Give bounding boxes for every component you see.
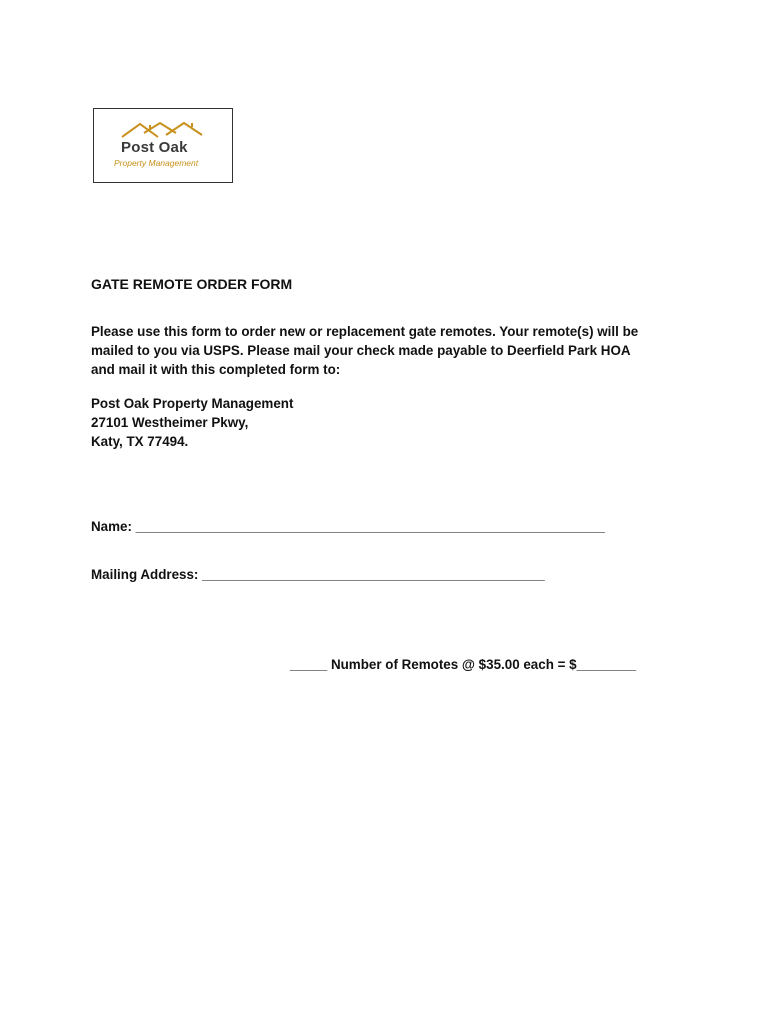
company-logo	[93, 108, 233, 183]
mailing-address-block	[91, 394, 293, 451]
logo-subtitle: Property Management	[114, 158, 199, 168]
address-line: Post Oak Property Management	[91, 396, 294, 411]
remote-quantity-field[interactable]: _____ Number of Remotes @ $35.00 each = $________	[290, 657, 637, 672]
form-title: GATE REMOTE ORDER FORM	[91, 276, 293, 292]
address-line: Katy, TX 77494.	[91, 434, 189, 449]
instructions-line: and mail it with this completed form to:	[91, 362, 341, 377]
instructions-line: mailed to you via USPS. Please mail your check made payable to Deerfield Park HOA	[91, 343, 631, 358]
instructions-paragraph	[91, 322, 691, 379]
house-roofs-icon	[120, 121, 208, 139]
instructions-line: Please use this form to order new or replacement gate remotes. Your remote(s) will be	[91, 324, 639, 339]
address-line: 27101 Westheimer Pkwy,	[91, 415, 249, 430]
name-field[interactable]: Name: _______________________________________________________________	[91, 519, 605, 534]
mailing-address-field[interactable]: Mailing Address: ______________________________________________	[91, 567, 545, 582]
logo-company-name: Post Oak	[121, 139, 188, 156]
